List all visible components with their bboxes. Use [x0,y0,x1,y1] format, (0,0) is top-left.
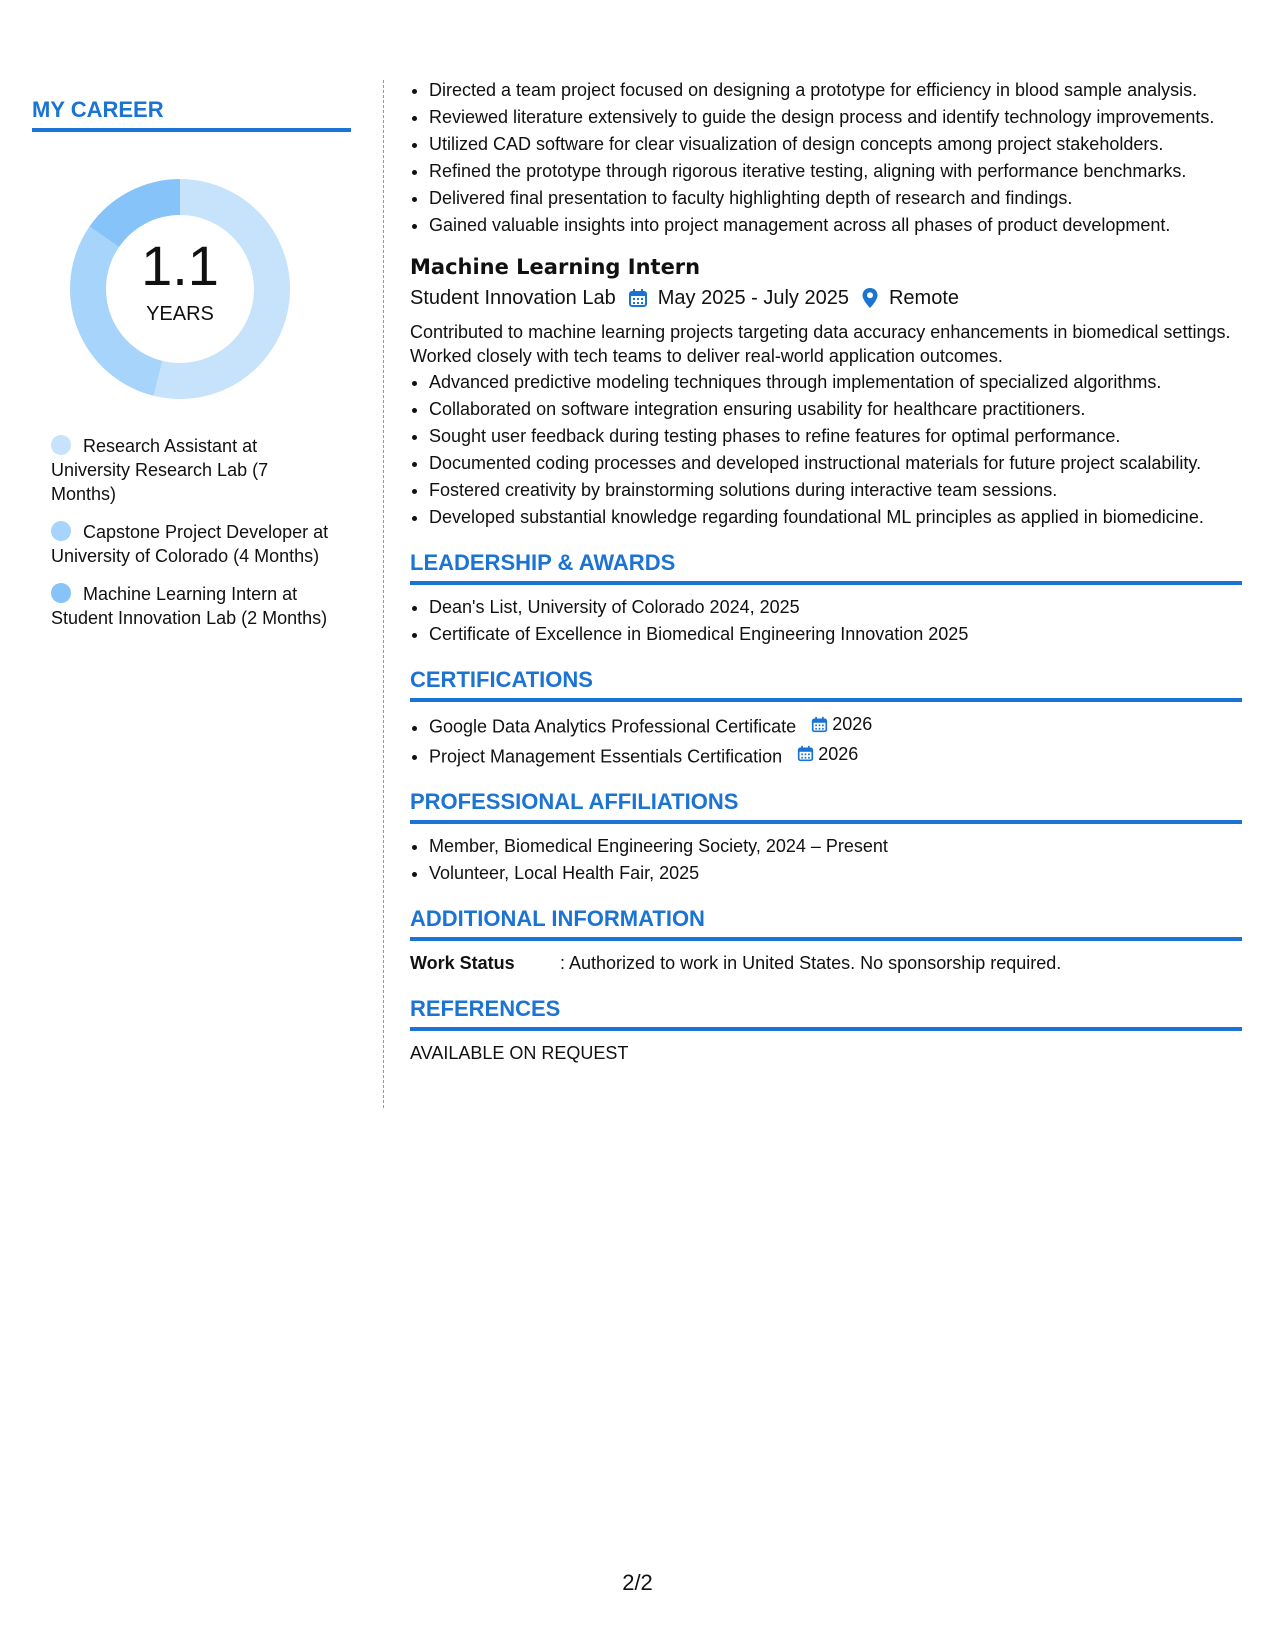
total-years-unit: YEARS [146,303,214,325]
cert-date [811,712,872,736]
legend-label: Research Assistant at University Research Lab (7 Months) [51,436,269,504]
main-content [410,78,1242,1065]
list-item: • Fostered creativity by brainstorming solutions during interactive team sessions. [429,478,1242,502]
legend-label: Capstone Project Developer at University of Colorado (4 Months) [51,522,329,566]
cert-date [797,742,858,766]
legend-item [51,434,331,506]
job-dates: May 2025 - July 2025 [657,287,849,309]
certifications-list [410,712,1242,768]
calendar-icon [797,745,814,762]
work-status-label: Work Status [410,953,515,973]
legend-label: Machine Learning Intern at Student Innovation Lab (2 Months) [51,584,328,628]
company-name: Student Innovation Lab [410,287,616,309]
career-donut-chart [65,174,295,404]
list-item: • Refined the prototype through rigorous iterative testing, aligning with performance benchmarks. [429,159,1242,183]
location-pin-icon [861,287,879,309]
list-item: • Sought user feedback during testing phases to refine features for optimal performance. [429,424,1242,448]
list-item: • Volunteer, Local Health Fair, 2025 [429,861,1242,885]
list-item: • Reviewed literature extensively to guide the design process and identify technology improvements. [429,105,1242,129]
cert-year: 2026 [818,743,859,764]
job-location: Remote [888,287,959,309]
list-item: • Dean's List, University of Colorado 2024, 2025 [429,595,1242,619]
legend-dot [51,583,71,603]
job-description: Contributed to machine learning projects targeting data accuracy enhancements in biomedical settings. Worked closely with tech teams to deliver real-world application outcomes. [410,322,1231,366]
certifications-section-title: CERTIFICATIONS [410,666,1242,702]
list-item: • Member, Biomedical Engineering Society, 2024 – Present [429,834,1242,858]
cert-year: 2026 [832,714,873,734]
list-item: • Developed substantial knowledge regarding foundational ML principles as applied in biomedicine. [429,505,1242,529]
list-item: • Advanced predictive modeling techniques through implementation of specialized algorithms. [429,370,1242,394]
affiliations-section-title: PROFESSIONAL AFFILIATIONS [410,788,1242,824]
work-status-value: : Authorized to work in United States. No sponsorship required. [560,953,1062,973]
career-section-title: MY CAREER [32,96,351,132]
list-item: • Documented coding processes and developed instructional materials for future project scalability. [429,451,1242,475]
list-item: • Certificate of Excellence in Biomedical Engineering Innovation 2025 [429,622,1242,646]
calendar-icon [811,716,828,733]
list-item: • Delivered final presentation to faculty highlighting depth of research and findings. [429,186,1242,210]
list-item [429,712,1242,739]
legend-item [51,520,331,568]
references-section-title: REFERENCES [410,995,1242,1031]
career-sidebar [32,96,351,644]
list-item: • Collaborated on software integration ensuring usability for healthcare practitioners. [429,397,1242,421]
additional-info-section-title: ADDITIONAL INFORMATION [410,905,1242,941]
affiliations-list [410,834,1242,885]
column-divider [383,80,384,1108]
job-meta [410,284,1242,312]
legend-dot [51,435,71,455]
cert-name: Google Data Analytics Professional Certificate [429,716,797,737]
career-legend [51,434,331,630]
ml-job-bullets [410,370,1242,529]
legend-dot [51,521,71,541]
leadership-list [410,595,1242,646]
leadership-section-title: LEADERSHIP & AWARDS [410,549,1242,585]
calendar-icon [628,288,648,308]
list-item [429,742,1242,769]
list-item: • Gained valuable insights into project management across all phases of product development. [429,213,1242,237]
cert-name: Project Management Essentials Certification [429,746,783,766]
page-number: 2/2 [622,1570,653,1595]
job-title: Machine Learning Intern [410,255,701,279]
legend-item [51,582,331,630]
prev-job-bullets [410,78,1242,237]
references-text: AVAILABLE ON REQUEST [410,1043,629,1063]
list-item: • Utilized CAD software for clear visualization of design concepts among project stakeholders. [429,132,1242,156]
list-item: • Directed a team project focused on designing a prototype for efficiency in blood sample analysis. [429,78,1242,102]
total-years-value: 1.1 [141,234,219,297]
work-status-row [410,951,1242,975]
